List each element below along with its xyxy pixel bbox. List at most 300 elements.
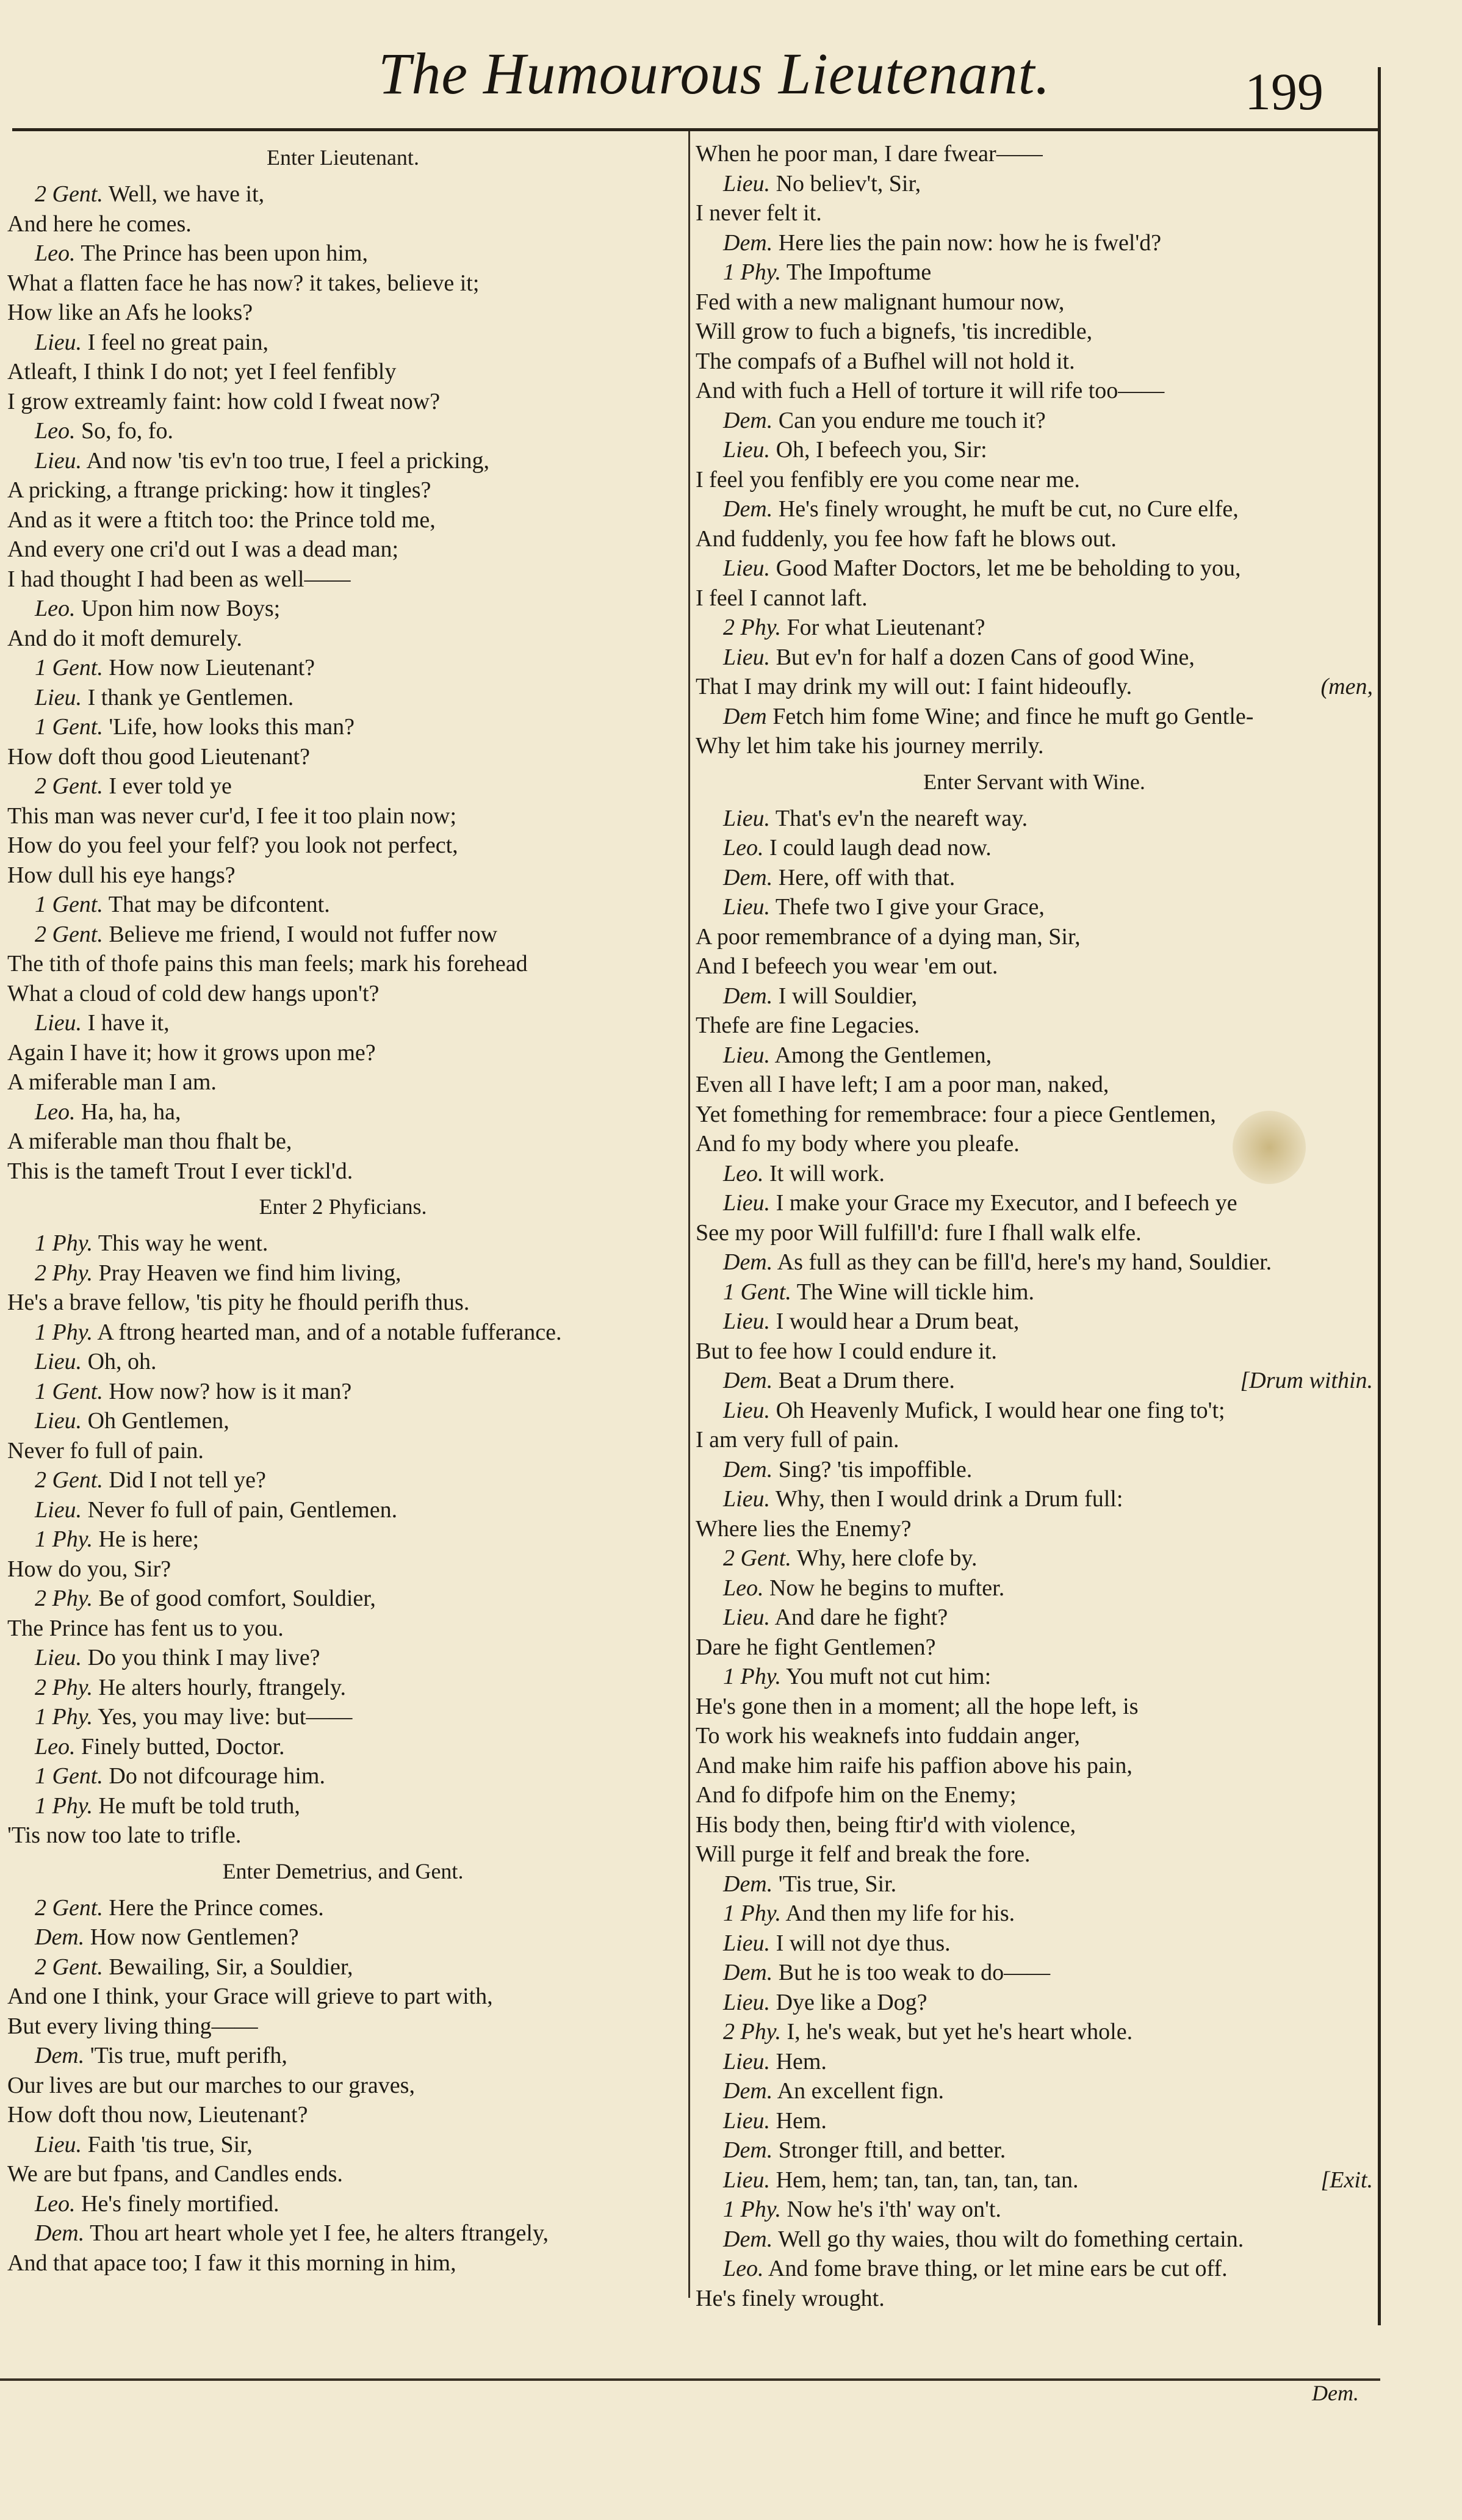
speaker-name: Lieu. (723, 1042, 771, 1068)
speaker-name: 2 Gent. (35, 1954, 103, 1980)
line-text: And that apace too; I faw it this morning in him, (7, 2250, 456, 2276)
speaker-name: Lieu. (723, 1309, 771, 1334)
line-text: Hem. (776, 2048, 827, 2074)
line-text: It will work. (769, 1160, 885, 1186)
line-text: I would hear a Drum beat, (776, 1309, 1020, 1334)
line-text: Pray Heaven we find him living, (98, 1260, 402, 1286)
speaker-name: 2 Gent. (35, 921, 103, 947)
speech-line (696, 1573, 1373, 1603)
speech-line (7, 1761, 679, 1791)
speaker-name: Lieu. (723, 2048, 771, 2074)
speaker-name: Dem. (723, 2226, 773, 2252)
line-text: And with fuch a Hell of torture it will rife too—— (696, 378, 1165, 403)
line-text: 'Life, how looks this man? (109, 714, 355, 740)
speech-line (7, 1347, 679, 1377)
line-text: And here he comes. (7, 211, 192, 237)
line-text: And dare he fight? (774, 1605, 948, 1630)
speech-line (7, 2041, 679, 2071)
speaker-name: Leo. (723, 835, 764, 861)
line-text: Hem. (776, 2107, 827, 2134)
line-text: And fo difpofe him on the Enemy; (696, 1782, 1017, 1808)
speaker-name: Dem (723, 703, 767, 729)
verse-line (696, 347, 1373, 377)
speech-line (7, 1258, 679, 1288)
line-text: And one I think, your Grace will grieve to part with, (7, 1984, 493, 2009)
speaker-name: Lieu. (35, 447, 82, 474)
stage-direction (7, 139, 679, 179)
line-text: But to fee how I could endure it. (696, 1338, 997, 1364)
verse-line (7, 831, 679, 861)
line-text: A ftrong hearted man, and of a notable fufferance. (97, 1319, 562, 1345)
speaker-name: Dem. (35, 2043, 85, 2068)
speaker-name: Lieu. (35, 1496, 82, 1523)
verse-line (7, 298, 679, 328)
speaker-name: 1 Phy. (723, 1901, 781, 1926)
verse-line (696, 1337, 1373, 1367)
speaker-name: Lieu. (723, 644, 771, 670)
speech-line (7, 1643, 679, 1673)
speaker-name: Dem. (723, 2137, 773, 2163)
speech-line (696, 1484, 1373, 1514)
line-text: How do you, Sir? (7, 1556, 171, 1582)
speaker-name: Lieu. (35, 1010, 82, 1036)
speech-line (7, 2189, 679, 2219)
line-text: And fuddenly, you fee how faft he blows out. (696, 525, 1117, 552)
speaker-name: Lieu. (723, 170, 771, 197)
speaker-name: Leo. (35, 1099, 76, 1125)
verse-line (7, 535, 679, 565)
speech-line (696, 1366, 1373, 1396)
verse-line (7, 1982, 679, 2012)
verse-line (7, 2012, 679, 2042)
line-text: The Prince has fent us to you. (7, 1615, 284, 1641)
line-text: That may be difcontent. (108, 892, 330, 917)
speech-line (7, 1377, 679, 1407)
verse-line (7, 2071, 679, 2101)
line-text: Did I not tell ye? (109, 1467, 266, 1493)
line-text: Our lives are but our marches to our graves, (7, 2072, 415, 2098)
line-text: Thefe two I give your Grace, (775, 894, 1045, 920)
verse-line (7, 475, 679, 505)
verse-line (7, 209, 679, 239)
verse-line (7, 1554, 679, 1584)
speaker-name: 2 Phy. (35, 1260, 93, 1286)
speech-line (696, 1455, 1373, 1485)
speech-line (7, 2130, 679, 2160)
speech-line (696, 2076, 1373, 2106)
speech-line (7, 1584, 679, 1614)
verse-line (696, 465, 1373, 495)
line-text: Here lies the pain now: how he is fwel'd? (778, 229, 1162, 256)
speech-line (696, 169, 1373, 199)
line-text: Again I have it; how it grows upon me? (7, 1039, 376, 1066)
verse-line (696, 198, 1373, 228)
speech-line (696, 1159, 1373, 1189)
line-text: Will grow to fuch a bignefs, 'tis incredible, (696, 319, 1093, 344)
speech-line (7, 653, 679, 683)
line-text: Upon him now Boys; (81, 596, 281, 621)
speaker-name: Lieu. (723, 1190, 771, 1216)
verse-line (696, 1692, 1373, 1722)
line-text: What a cloud of cold dew hangs upon't? (7, 980, 380, 1006)
line-text: So, fo, fo. (81, 418, 173, 444)
speaker-name: Dem. (35, 2220, 85, 2246)
line-text: The compafs of a Bufhel will not hold it. (696, 348, 1075, 374)
verse-line (696, 524, 1373, 554)
speaker-name: Dem. (723, 1249, 773, 1275)
line-text: For what Lieutenant? (787, 615, 985, 640)
speaker-name: Lieu. (723, 894, 771, 920)
speaker-name: 2 Gent. (35, 1467, 103, 1493)
speech-line (7, 594, 679, 624)
speaker-name: Lieu. (35, 1645, 82, 1670)
speech-line (7, 1008, 679, 1038)
line-text: Oh Heavenly Mufick, I would hear one fing to't; (776, 1397, 1225, 1423)
line-text: But ev'n for half a dozen Cans of good Wine, (776, 644, 1195, 670)
line-text: Among the Gentlemen, (774, 1042, 992, 1068)
line-text: Oh, I befeech you, Sir: (776, 437, 987, 463)
verse-line (696, 1514, 1373, 1544)
speaker-name: 2 Gent. (35, 773, 103, 799)
verse-line (696, 376, 1373, 406)
catchword: Dem. (1312, 2381, 1359, 2405)
line-text: Bewailing, Sir, a Souldier, (109, 1954, 353, 1980)
line-text: Now he's i'th' way on't. (787, 2197, 1001, 2222)
verse-line (696, 1751, 1373, 1781)
speaker-name: 1 Phy. (35, 1319, 93, 1345)
line-text: I, he's weak, but yet he's heart whole. (787, 2019, 1133, 2045)
running-header (12, 24, 1379, 128)
verse-line (7, 1821, 679, 1850)
line-text: I thank ye Gentlemen. (87, 684, 294, 710)
speech-line (696, 981, 1373, 1011)
line-text: He's finely wrought, he muft be cut, no Cure elfe, (778, 496, 1239, 522)
speech-line (696, 1307, 1373, 1337)
line-text: Oh, oh. (87, 1349, 157, 1374)
speaker-name: 1 Phy. (35, 1704, 93, 1730)
speaker-name: 2 Phy. (723, 2019, 781, 2045)
line-text: And then my life for his. (785, 1901, 1015, 1926)
line-text: The Wine will tickle him. (796, 1279, 1034, 1305)
verse-line (7, 1614, 679, 1644)
verse-line (7, 2100, 679, 2130)
speech-line (696, 2195, 1373, 2225)
speaker-name: Lieu. (35, 329, 82, 355)
line-text: When he poor man, I dare fwear—— (696, 141, 1043, 167)
verse-line (7, 1127, 679, 1157)
speech-line (7, 1318, 679, 1348)
page-number: 199 (1245, 62, 1323, 121)
speech-line (7, 1465, 679, 1495)
line-text: Even all I have left; I am a poor man, naked, (696, 1072, 1109, 1097)
line-text: Finely butted, Doctor. (81, 1733, 285, 1760)
speaker-name: Dem. (723, 983, 773, 1009)
verse-line (696, 287, 1373, 317)
speaker-name: 2 Gent. (723, 1545, 791, 1571)
line-text: Be of good comfort, Souldier, (98, 1586, 376, 1611)
line-text: He is here; (98, 1526, 200, 1552)
speaker-name: 1 Gent. (35, 892, 103, 917)
speech-line (696, 258, 1373, 287)
speech-line (7, 712, 679, 742)
speaker-name: Dem. (723, 229, 773, 256)
verse-line (696, 1633, 1373, 1663)
line-text: And now 'tis ev'n too true, I feel a pricking, (86, 447, 490, 474)
line-text: A miferable man thou fhalt be, (7, 1128, 292, 1154)
speech-line (7, 1495, 679, 1525)
line-text: What a flatten face he has now? it takes, believe it; (7, 270, 480, 296)
stage-direction-text: Enter Demetrius, and Gent. (222, 1858, 464, 1883)
speech-line (696, 804, 1373, 834)
speech-line (696, 833, 1373, 863)
speech-line (696, 2254, 1373, 2284)
line-text: He's a brave fellow, 'tis pity he fhould perifh thus. (7, 1290, 470, 1315)
speaker-name: Dem. (723, 2078, 773, 2104)
speaker-name: Lieu. (723, 1930, 771, 1956)
line-text: But he is too weak to do—— (778, 1960, 1051, 1985)
line-text: The Impoftume (786, 259, 932, 285)
stage-direction (7, 1188, 679, 1229)
verse-line (7, 505, 679, 535)
speech-line (696, 643, 1373, 673)
speaker-name: Leo. (35, 1733, 76, 1760)
line-text: Fed with a new malignant humour now, (696, 289, 1065, 315)
speech-line (696, 2136, 1373, 2165)
speaker-name: 2 Phy. (35, 1674, 93, 1700)
speaker-name: 1 Phy. (35, 1793, 93, 1819)
line-text: The Prince has been upon him, (81, 240, 368, 266)
verse-line (7, 357, 679, 387)
speech-line (7, 416, 679, 446)
verse-line (696, 2284, 1373, 2314)
speaker-name: Dem. (723, 1368, 773, 1393)
speaker-name: 1 Phy. (723, 259, 781, 285)
speaker-name: 1 Gent. (35, 1378, 103, 1404)
verse-line (696, 672, 1373, 702)
line-text: Can you endure me touch it? (778, 407, 1046, 433)
line-text: I will Souldier, (778, 983, 918, 1009)
speech-line (7, 920, 679, 950)
verse-line (7, 801, 679, 831)
line-text: Ha, ha, ha, (81, 1099, 181, 1125)
line-text: How doft thou now, Lieutenant? (7, 2102, 308, 2128)
speech-line (7, 1229, 679, 1258)
speaker-name: 2 Gent. (35, 181, 103, 207)
verse-line (7, 742, 679, 772)
verse-line (7, 1157, 679, 1186)
speech-line (7, 1406, 679, 1436)
line-text: Dye like a Dog? (776, 1989, 927, 2015)
line-text: That's ev'n the neareft way. (775, 805, 1028, 831)
speaker-name: Lieu. (723, 1605, 771, 1630)
line-text: I never felt it. (696, 200, 822, 226)
speaker-name: Leo. (723, 1575, 764, 1601)
speaker-name: Dem. (723, 1871, 773, 1897)
line-text: I will not dye thus. (776, 1930, 951, 1956)
speech-line (696, 1041, 1373, 1070)
speaker-name: Lieu. (723, 437, 771, 463)
line-text: 'Tis now too late to trifle. (7, 1822, 242, 1848)
speaker-name: Leo. (35, 596, 76, 621)
speech-line (7, 1791, 679, 1821)
marginal-direction: [Exit. (1320, 2167, 1373, 2193)
speaker-name: 1 Gent. (723, 1279, 791, 1305)
line-text: This way he went. (98, 1230, 268, 1256)
speech-line (696, 892, 1373, 922)
speaker-name: Lieu. (35, 1349, 82, 1374)
speech-line (696, 1247, 1373, 1277)
line-text: This man was never cur'd, I fee it too plain now; (7, 803, 457, 829)
line-text: I grow extreamly faint: how cold I fweat now? (7, 388, 441, 414)
line-text: He alters hourly, ftrangely. (98, 1674, 347, 1700)
line-text: I feel you fenfibly ere you come near me. (696, 466, 1080, 493)
marginal-direction: (men, (1320, 674, 1373, 699)
line-text: Will purge it felf and break the fore. (696, 1841, 1031, 1867)
header-rule (12, 128, 1379, 131)
line-text: Stronger ftill, and better. (778, 2137, 1006, 2163)
speech-line (696, 1929, 1373, 1959)
verse-line (696, 1218, 1373, 1248)
line-text: His body then, being ftir'd with violence, (696, 1811, 1076, 1838)
line-text: Fetch him fome Wine; and fince he muft go Gentle- (772, 703, 1254, 729)
speaker-name: Leo. (35, 240, 76, 266)
speaker-name: Lieu. (723, 2107, 771, 2134)
speaker-name: Dem. (723, 496, 773, 522)
verse-line (7, 1038, 679, 1068)
verse-line (7, 979, 679, 1009)
stage-direction-text: Enter Servant with Wine. (923, 769, 1145, 794)
speaker-name: 2 Gent. (35, 1894, 103, 1921)
speech-line (696, 2017, 1373, 2047)
line-text: Thefe are fine Legacies. (696, 1013, 920, 1038)
line-text: He's finely mortified. (81, 2190, 279, 2217)
line-text: How now Gentlemen? (90, 1924, 299, 1950)
verse-line (696, 139, 1373, 169)
verse-line (696, 1839, 1373, 1869)
line-text: He's finely wrought. (696, 2285, 885, 2311)
line-text: And I befeech you wear 'em out. (696, 953, 998, 979)
line-text: Sing? 'tis impoffible. (778, 1456, 973, 1482)
speech-line (7, 239, 679, 269)
speech-line (696, 2047, 1373, 2077)
speech-line (696, 1662, 1373, 1692)
speech-line (7, 1525, 679, 1554)
speech-line (696, 863, 1373, 893)
line-text: And every one cri'd out I was a dead man; (7, 536, 399, 562)
verse-line (7, 1436, 679, 1466)
speaker-name: Leo. (35, 418, 76, 444)
line-text: I could laugh dead now. (769, 835, 992, 861)
speaker-name: 2 Phy. (723, 615, 781, 640)
speech-line (696, 1869, 1373, 1899)
line-text: Here, off with that. (778, 864, 956, 890)
speaker-name: Dem. (723, 864, 773, 890)
speech-line (696, 1543, 1373, 1573)
speaker-name: 1 Gent. (35, 655, 103, 681)
line-text: Do not difcourage him. (109, 1763, 325, 1789)
line-text: But every living thing—— (7, 2013, 258, 2039)
speaker-name: Leo. (35, 2190, 76, 2217)
line-text: You muft not cut him: (786, 1664, 992, 1689)
line-text: He muft be told truth, (98, 1793, 300, 1819)
speaker-name: 1 Gent. (35, 1763, 103, 1789)
line-text: Now he begins to mufter. (769, 1575, 1005, 1601)
verse-line (696, 1011, 1373, 1041)
line-text: A miferable man I am. (7, 1069, 217, 1095)
verse-line (7, 949, 679, 979)
speaker-name: Dem. (35, 1924, 85, 1950)
line-text: 'Tis true, muft perifh, (90, 2043, 287, 2068)
line-text: Where lies the Enemy? (696, 1515, 912, 1542)
speech-line (696, 435, 1373, 465)
speaker-name: Leo. (723, 2256, 764, 2281)
line-text: How do you feel your felf? you look not perfect, (7, 832, 458, 858)
line-text: I ever told ye (109, 773, 232, 799)
line-text: Do you think I may live? (87, 1645, 320, 1670)
line-text: Why, then I would drink a Drum full: (775, 1486, 1123, 1512)
speech-line (7, 890, 679, 920)
right-border-rule (1378, 67, 1381, 2325)
line-text: And do it moft demurely. (7, 625, 242, 651)
line-text: Yet fomething for remembrace: four a piece Gentlemen, (696, 1101, 1216, 1127)
speech-line (696, 2165, 1373, 2195)
line-text: Well, we have it, (108, 181, 265, 207)
line-text: I make your Grace my Executor, and I befeech ye (776, 1190, 1237, 1216)
speech-line (696, 1988, 1373, 2018)
speech-line (7, 1702, 679, 1732)
verse-line (696, 1129, 1373, 1159)
speech-line (696, 702, 1373, 732)
line-text: Faith 'tis true, Sir, (87, 2131, 253, 2157)
speaker-name: 1 Gent. (35, 714, 103, 740)
speech-line (7, 328, 679, 358)
speaker-name: Leo. (723, 1160, 764, 1186)
line-text: Good Mafter Doctors, let me be beholding to you, (776, 555, 1241, 581)
line-text: How doft thou good Lieutenant? (7, 743, 311, 770)
line-text: I feel no great pain, (87, 329, 269, 355)
line-text: 'Tis true, Sir. (778, 1871, 897, 1897)
line-text: See my poor Will fulfill'd: fure I fhall walk elfe. (696, 1219, 1142, 1246)
speaker-name: Lieu. (723, 1486, 771, 1512)
speech-line (7, 1673, 679, 1703)
verse-line (7, 565, 679, 594)
verse-line (696, 1810, 1373, 1840)
line-text: We are but fpans, and Candles ends. (7, 2161, 343, 2187)
speech-line (7, 1893, 679, 1923)
line-text: No believ't, Sir, (776, 170, 921, 197)
line-text: Oh Gentlemen, (87, 1408, 229, 1434)
verse-line (7, 269, 679, 298)
line-text: I am very full of pain. (696, 1427, 899, 1453)
speaker-name: Lieu. (723, 1397, 771, 1423)
line-text: How dull his eye hangs? (7, 862, 236, 888)
marginal-direction: [Drum within. (1240, 1368, 1373, 1393)
line-text: The tith of thofe pains this man feels; mark his forehead (7, 951, 528, 977)
verse-line (7, 624, 679, 654)
speech-line (7, 1097, 679, 1127)
speech-line (696, 1396, 1373, 1426)
line-text: Yes, you may live: but—— (98, 1704, 353, 1730)
speech-line (696, 2225, 1373, 2255)
line-text: Believe me friend, I would not fuffer now (109, 921, 498, 947)
line-text: Thou art heart whole yet I fee, he alters ftrangely, (90, 2220, 549, 2246)
verse-line (696, 731, 1373, 761)
line-text: And fo my body where you pleafe. (696, 1131, 1020, 1157)
line-text: To work his weaknefs into fuddain anger, (696, 1723, 1081, 1749)
speaker-name: Lieu. (35, 2131, 82, 2157)
speaker-name: Dem. (723, 407, 773, 433)
speech-line (696, 1603, 1373, 1633)
